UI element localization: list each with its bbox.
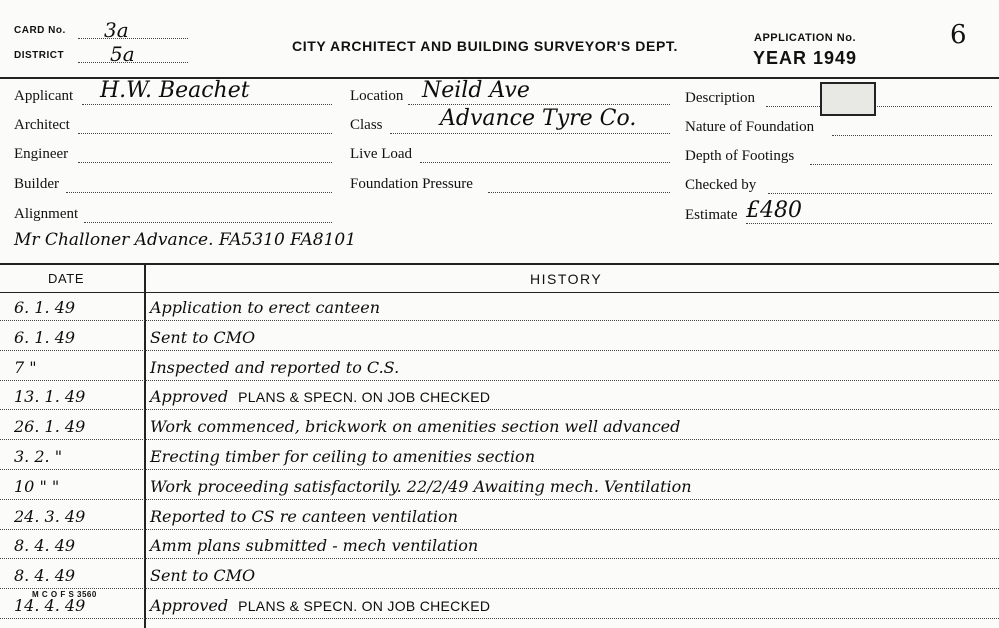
history-row-text: Work commenced, brickwork on amenities section well advanced (150, 417, 681, 437)
history-row-date: 14. 4. 49 (14, 596, 86, 615)
application-no-label: APPLICATION No. (754, 32, 857, 44)
card-no-value: 3a (104, 18, 129, 42)
description-stamp (820, 82, 876, 116)
date-header: DATE (48, 271, 85, 286)
history-row-date: 3. 2. " (14, 447, 63, 466)
history-row-date: 6. 1. 49 (14, 327, 76, 347)
history-header: HISTORY (530, 271, 603, 287)
alignment-label: Alignment (14, 206, 79, 222)
location-line (408, 104, 670, 105)
history-row-text: Sent to CMO (150, 566, 256, 586)
applicant-value: H.W. Beachet (100, 78, 250, 103)
history-row-date: 6. 1. 49 (14, 298, 76, 317)
history-row-line (0, 529, 999, 530)
depth-of-footings-line (810, 164, 992, 165)
card-no-label: CARD No. (14, 25, 66, 36)
history-row-line (0, 409, 999, 410)
history-row-text: Approved PLANS & SPECN. ON JOB CHECKED (150, 596, 491, 615)
nature-of-foundation-label: Nature of Foundation (685, 119, 815, 135)
architect-label: Architect (14, 117, 70, 133)
description-line (766, 106, 992, 107)
engineer-label: Engineer (14, 146, 69, 162)
history-row-stamp: PLANS & SPECN. ON JOB CHECKED (238, 389, 491, 406)
history-row-line (0, 380, 999, 381)
history-row-text: Erecting timber for ceiling to amenities section (150, 447, 535, 466)
applicant-label: Applicant (14, 88, 74, 104)
location-label: Location (350, 88, 404, 104)
history-row-text: Application to erect canteen (150, 298, 381, 317)
history-row-text: Work proceeding satisfactorily. 22/2/49 Awaiting mech. Ventilation (150, 476, 692, 496)
district-value: 5a (110, 42, 135, 66)
history-row-line (0, 499, 999, 500)
applicant-line (82, 104, 332, 105)
history-row-text: Sent to CMO (150, 327, 256, 347)
engineer-line (78, 162, 332, 163)
history-row-text: Approved PLANS & SPECN. ON JOB CHECKED (150, 387, 491, 407)
live-load-line (420, 162, 670, 163)
class-line (390, 133, 670, 134)
history-row-date: 10 " " (14, 476, 60, 496)
foundation-pressure-label: Foundation Pressure (350, 176, 473, 192)
history-row-line (0, 558, 999, 559)
history-row-text: Reported to CS re canteen ventilation (150, 506, 458, 526)
builder-line (66, 192, 332, 193)
foundation-pressure-line (488, 192, 670, 193)
year-label: YEAR 1949 (753, 48, 858, 68)
history-header-rule (0, 292, 999, 293)
location-value: Neild Ave (422, 78, 530, 103)
history-row-date: 8. 4. 49 (14, 566, 76, 586)
history-top-rule (0, 263, 999, 265)
checked-by-label: Checked by (685, 177, 757, 193)
estimate-label: Estimate (685, 207, 738, 223)
history-row-date: 8. 4. 49 (14, 536, 76, 556)
history-row-date: 7 " (14, 357, 37, 377)
history-row-date: 13. 1. 49 (14, 387, 86, 407)
live-load-label: Live Load (350, 146, 413, 162)
checked-by-line (768, 193, 992, 194)
architect-line (78, 133, 332, 134)
depth-of-footings-label: Depth of Footings (685, 148, 795, 164)
history-row-text: Inspected and reported to C.S. (150, 357, 400, 377)
application-no-value: 6 (950, 20, 967, 50)
date-column-divider (144, 263, 146, 628)
dept-title: CITY ARCHITECT AND BUILDING SURVEYOR'S DEPT. (292, 38, 678, 54)
history-row-line (0, 350, 999, 351)
estimate-value: £480 (746, 198, 802, 223)
card-no-line (78, 38, 188, 39)
history-row-line (0, 588, 999, 589)
builder-label: Builder (14, 176, 59, 192)
class-value: Advance Tyre Co. (440, 106, 637, 131)
history-row-line (0, 439, 999, 440)
form-code: M C O F S 3560 (32, 590, 97, 599)
district-label: DISTRICT (14, 50, 65, 61)
estimate-line (746, 223, 992, 224)
history-row-date: 24. 3. 49 (14, 506, 86, 526)
history-row-line (0, 618, 999, 619)
history-row-date: 26. 1. 49 (14, 417, 86, 437)
description-label: Description (685, 90, 755, 106)
history-row-line (0, 320, 999, 321)
class-label: Class (350, 117, 383, 133)
history-row-stamp: PLANS & SPECN. ON JOB CHECKED (238, 598, 491, 614)
alignment-line (84, 222, 332, 223)
history-row-text: Amm plans submitted - mech ventilation (150, 536, 479, 556)
history-row-line (0, 469, 999, 470)
note-line: Mr Challoner Advance. FA5310 FA8101 (14, 230, 357, 250)
nature-of-foundation-line (832, 135, 992, 136)
